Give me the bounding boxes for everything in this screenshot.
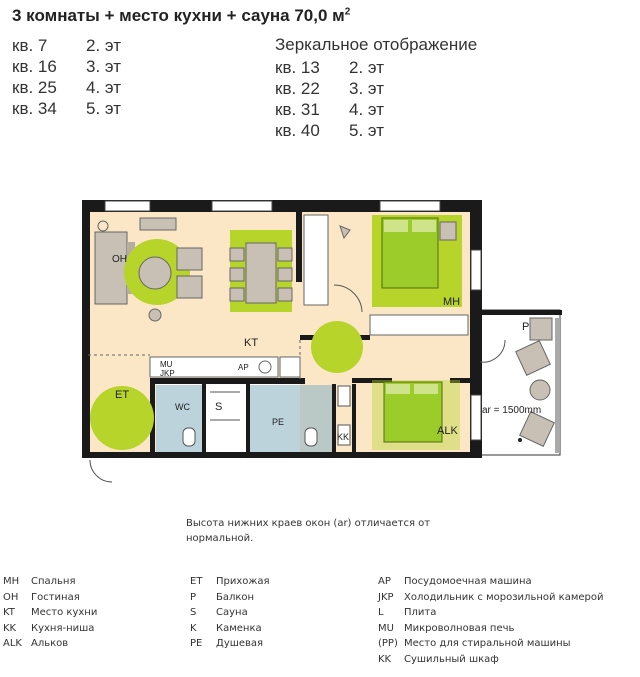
legend-item: S Сауна — [190, 607, 248, 619]
turn-circle-kt — [311, 321, 363, 373]
legend-item: L Плита — [378, 607, 437, 619]
legend-item: ET Прихожая — [190, 576, 270, 587]
mirror-title: Зеркальное отображение — [275, 35, 478, 54]
legend-item: MU Микроволновая печь — [378, 622, 515, 634]
apt-row: кв. 16 3. эт — [12, 57, 121, 76]
apt-row: кв. 25 4. эт — [12, 78, 121, 97]
dining-table — [246, 243, 276, 303]
kitchen-counter — [370, 315, 468, 335]
apt-row: кв. 40 5. эт — [275, 121, 384, 140]
shower-tile — [248, 385, 333, 453]
legend-item: KK Кухня-ниша — [3, 622, 95, 634]
label-s: S — [215, 401, 223, 413]
legend-item: AP Посудомоечная машина — [378, 576, 532, 587]
legend-item: K Каменка — [190, 622, 262, 634]
label-oh: OH — [112, 254, 127, 265]
legend-item: KK Сушильный шкаф — [378, 653, 499, 665]
label-p: P — [522, 321, 530, 333]
legend-item: JKP Холодильник с морозильной камерой — [378, 591, 604, 603]
legend-item: KT Место кухни — [3, 607, 98, 619]
apt-row: кв. 13 2. эт — [275, 58, 384, 77]
legend-item: ALK Альков — [3, 638, 69, 650]
label-ap: AP — [238, 363, 249, 372]
label-kk: KK — [337, 432, 350, 442]
armchair-2 — [177, 276, 202, 298]
label-kt: KT — [244, 337, 259, 349]
label-ar: ar = 1500mm — [482, 405, 542, 416]
apt-row: кв. 34 5. эт — [12, 99, 121, 118]
page-title: 3 комнаты + место кухни + сауна 70,0 $м^2$ — [12, 6, 351, 25]
apt-row: кв. 7 2. эт — [12, 36, 121, 55]
balcony-rail — [555, 318, 560, 453]
legend-col-1 — [3, 574, 97, 652]
legend-item: OH Гостиная — [3, 591, 80, 603]
legend-item: (PP) Место для стиральной машины — [378, 638, 571, 650]
apt-row: кв. 31 4. эт — [275, 100, 384, 119]
legend-col-2 — [190, 574, 270, 652]
legend-item: P Балкон — [190, 591, 255, 603]
armchair — [177, 248, 202, 270]
legend-item: PE Душевая — [190, 638, 264, 650]
label-jkp: JKP — [160, 369, 175, 378]
window-note: Высота нижних краев окон (ar) отличается от нормальной. — [186, 518, 431, 544]
label-mu: MU — [160, 360, 173, 369]
label-wc: WC — [175, 402, 190, 412]
label-alk: ALK — [437, 425, 458, 437]
sauna-floor — [204, 385, 248, 453]
coffee-table — [139, 257, 171, 289]
wardrobe — [304, 215, 328, 305]
apt-row: кв. 22 3. эт — [275, 79, 384, 98]
balcony-chair — [530, 318, 552, 340]
side-table — [140, 218, 176, 230]
label-pe: PE — [272, 417, 285, 427]
label-et: ET — [115, 389, 130, 401]
label-mh: MH — [443, 296, 461, 308]
wc-tile — [156, 385, 204, 453]
sofa — [95, 232, 127, 304]
legend-item: MH Спальня — [3, 576, 76, 587]
legend-col-3 — [378, 574, 604, 668]
floor-lamp — [149, 309, 161, 321]
